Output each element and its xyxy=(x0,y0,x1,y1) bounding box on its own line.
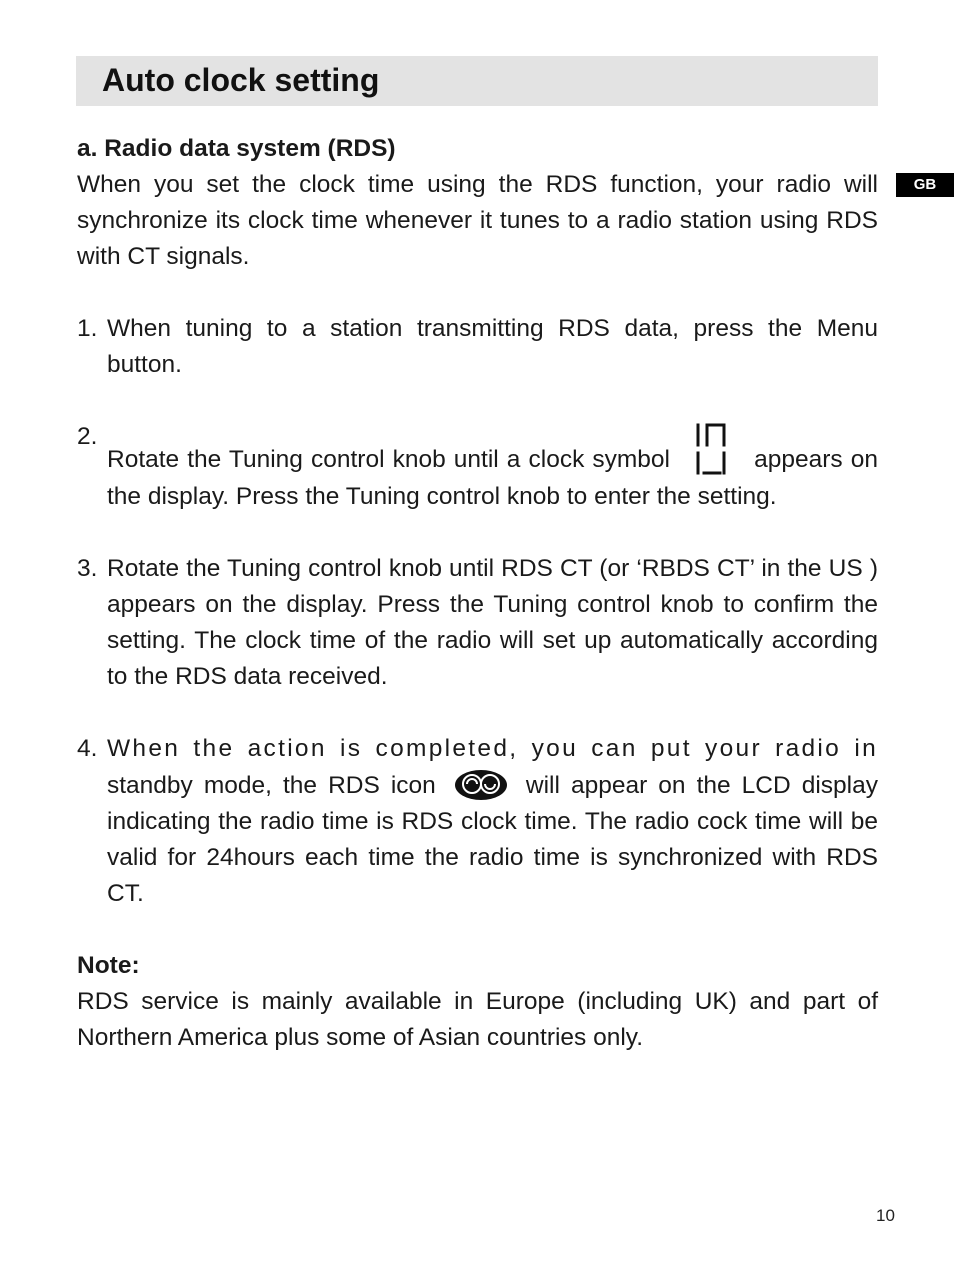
step-text-after: will appear on the LCD display indicating the radio time is RDS clock time. The radio cock time will be valid for 24hours each time the radio time is synchronized with RDS CT. xyxy=(107,772,878,907)
step-number: 4. xyxy=(77,735,98,762)
language-tab: GB xyxy=(896,173,954,197)
step-1 xyxy=(77,311,878,383)
main-content xyxy=(77,131,878,1056)
note-text: RDS service is mainly available in Europe (including UK) and part of Northern America plus some of Asian countries only. xyxy=(77,988,878,1051)
step-text: Rotate the Tuning control knob until RDS CT (or ‘RBDS CT’ in the US ) appears on the display. Press the Tuning control knob to confirm the setting. The clock time of the radio will set up automatically according to the RDS data received. xyxy=(107,555,878,690)
step-text: When tuning to a station transmitting RDS data, press the Menu button. xyxy=(107,315,878,378)
step-text-line1: When the action is completed, you can put your radio in xyxy=(107,735,878,762)
title-bar xyxy=(76,56,878,106)
clock-segment-icon xyxy=(694,419,730,479)
step-3 xyxy=(77,551,878,695)
note-heading: Note: xyxy=(77,952,140,979)
step-text-before: standby mode, the RDS icon xyxy=(107,772,447,799)
intro-paragraph: When you set the clock time using the RDS function, your radio will synchronize its clock time whenever it tunes to a radio station using RDS with CT signals. xyxy=(77,171,878,270)
step-text-before: Rotate the Tuning control knob until a clock symbol xyxy=(107,446,679,473)
page-title: Auto clock setting xyxy=(102,62,380,98)
step-4 xyxy=(77,731,878,912)
page-number: 10 xyxy=(876,1206,895,1225)
section-heading: a. Radio data system (RDS) xyxy=(77,135,396,162)
step-number: 3. xyxy=(77,555,98,582)
step-2 xyxy=(77,419,878,515)
rds-icon xyxy=(453,767,509,803)
step-text-after: appears on the display. Press the Tuning control knob to enter the setting. xyxy=(107,446,878,510)
step-number: 1. xyxy=(77,315,98,342)
step-number: 2. xyxy=(77,423,98,450)
